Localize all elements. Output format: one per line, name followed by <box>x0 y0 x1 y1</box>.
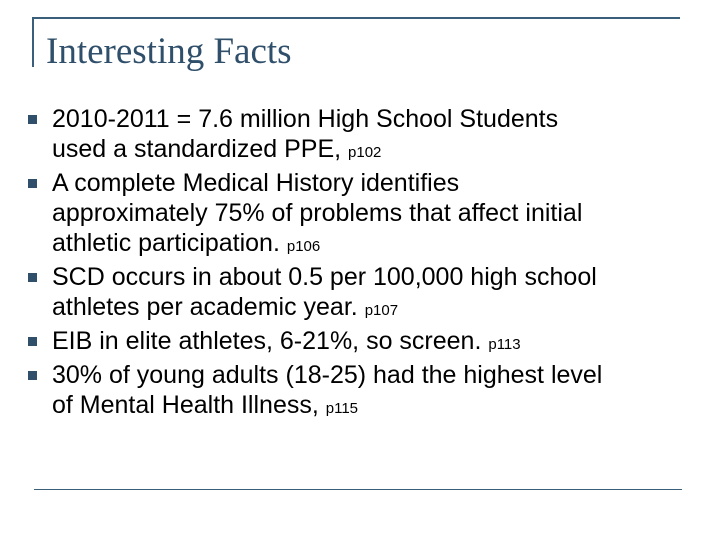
bullet-text-line: A complete Medical History identifies <box>52 169 460 197</box>
bullet-text-line: of Mental Health Illness, <box>52 391 319 419</box>
square-bullet-icon <box>28 371 37 380</box>
title-top-rule <box>32 17 680 19</box>
bullet-item <box>20 104 710 168</box>
square-bullet-icon <box>28 115 37 124</box>
bullet-text-line: 30% of young adults (18-25) had the highest level <box>52 361 603 389</box>
bullet-item <box>20 168 710 262</box>
page-reference: p115 <box>325 400 359 417</box>
page-reference: p113 <box>488 336 521 353</box>
page-reference: p107 <box>364 302 399 319</box>
bullet-item <box>20 262 710 326</box>
bullet-text-line: 2010-2011 = 7.6 million High School Students <box>52 105 559 133</box>
footer-rule <box>34 489 682 490</box>
page-reference: p106 <box>286 238 321 255</box>
square-bullet-icon <box>28 179 37 188</box>
bullet-item <box>20 360 710 424</box>
bullet-text-line: EIB in elite athletes, 6-21%, so screen. <box>52 327 482 355</box>
square-bullet-icon <box>28 273 37 282</box>
page-reference: p102 <box>348 144 382 161</box>
bullet-item <box>20 326 710 360</box>
bullet-text-line: SCD occurs in about 0.5 per 100,000 high school <box>52 263 597 291</box>
square-bullet-icon <box>28 337 37 346</box>
bullet-text-line: athletes per academic year. <box>52 293 358 321</box>
slide-title: Interesting Facts <box>46 31 292 72</box>
bullet-list <box>20 104 710 424</box>
title-left-rule <box>32 17 34 67</box>
bullet-text-line: approximately 75% of problems that affect initial <box>52 199 583 227</box>
bullet-text-line: used a standardized PPE, <box>52 135 342 163</box>
bullet-text-line: athletic participation. <box>52 229 280 257</box>
